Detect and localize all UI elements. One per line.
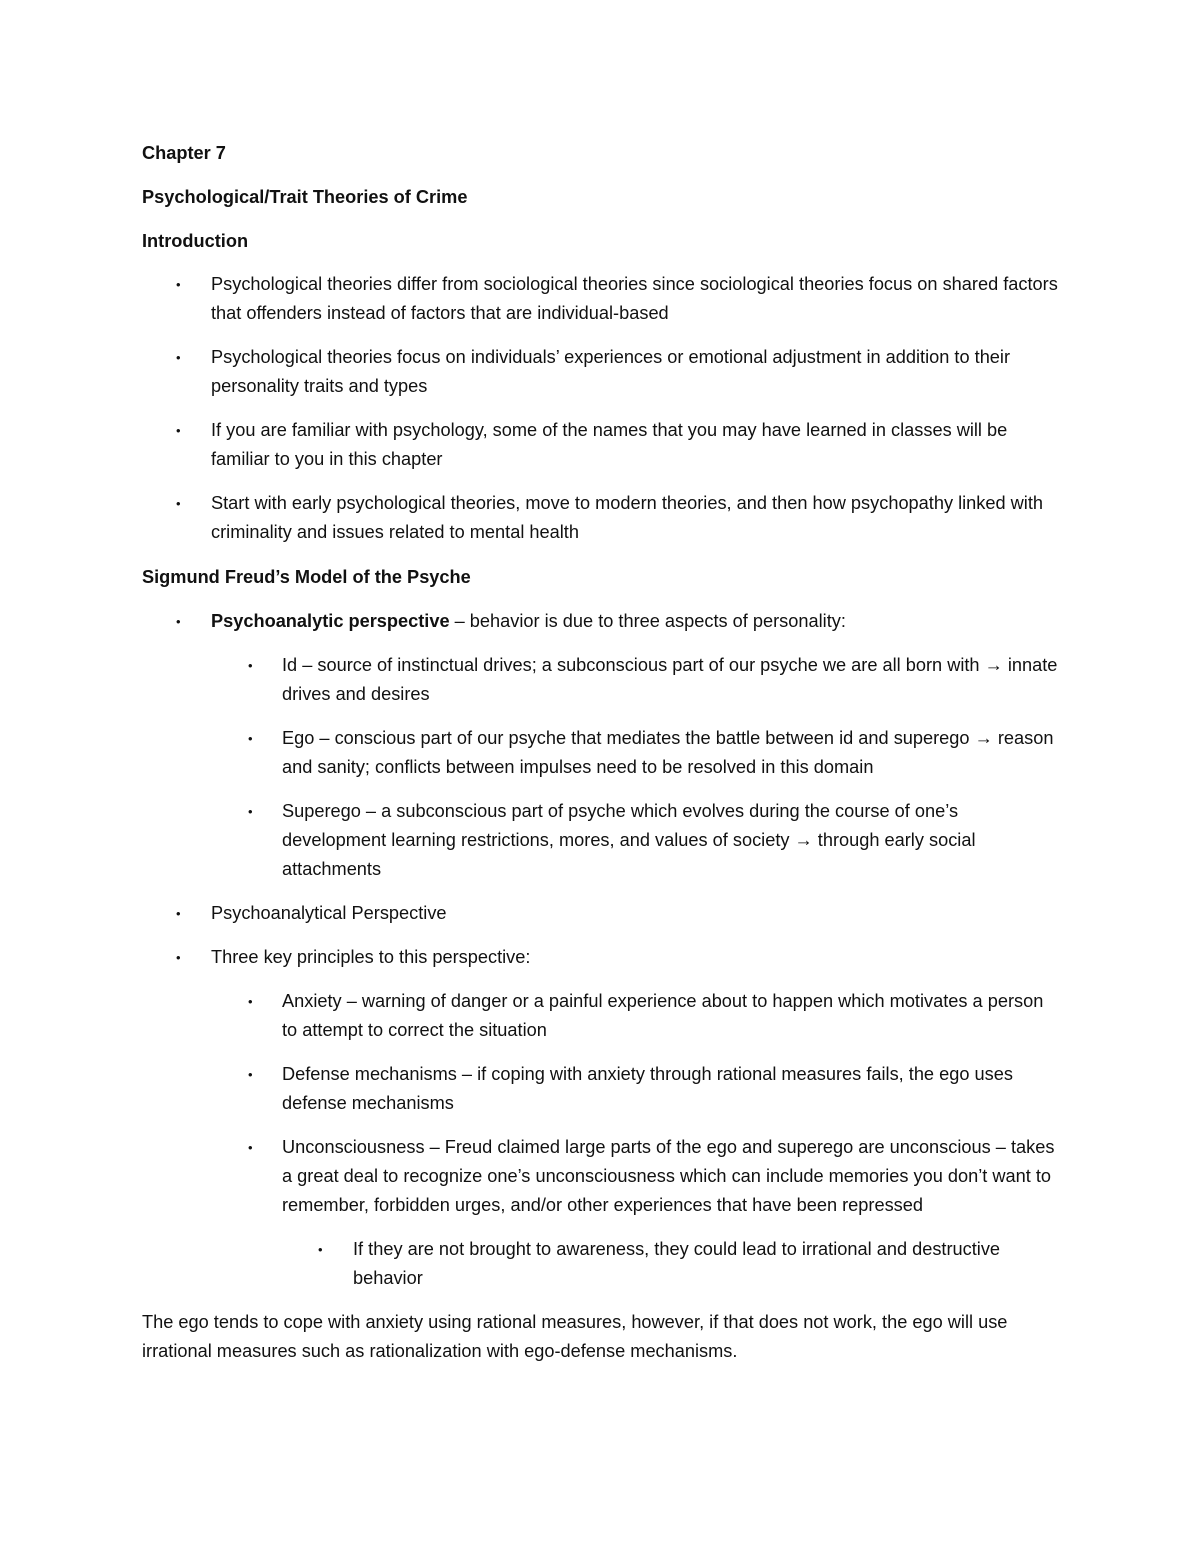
list-item [142,797,1062,884]
bullet-icon: • [318,1242,323,1257]
bullet-icon: • [176,350,181,365]
bullet-icon: • [176,614,181,629]
section-heading-freud: Sigmund Freud’s Model of the Psyche [142,567,471,587]
list-item-text: If they are not brought to awareness, they could lead to irrational and destructive behavior [353,1239,1001,1288]
list-item-text: – behavior is due to three aspects of personality: [449,611,846,631]
list-item-text: Three key principles to this perspective: [211,947,531,967]
intro-bullet-list [142,270,1062,547]
list-item-text: Superego – a subconscious part of psyche which evolves during the course of one’s development learning restrictions, mores, and values of society → through early social attachments [282,801,976,879]
chapter-heading: Chapter 7 [142,143,226,163]
document-page [142,138,1062,1384]
list-item-text: Ego – conscious part of our psyche that mediates the battle between id and superego → reason and sanity; conflicts between impulses need to be resolved in this domain [282,728,1054,777]
bullet-icon: • [248,731,253,746]
list-item [142,270,1062,328]
section-heading-introduction: Introduction [142,231,249,251]
list-item [142,489,1062,547]
closing-paragraph: The ego tends to cope with anxiety using rational measures, however, if that does not work, the ego will use irrational measures such as rationalization with ego-defense mechanisms. [142,1312,1008,1361]
list-item-text: Defense mechanisms – if coping with anxiety through rational measures fails, the ego uses defense mechanisms [282,1064,1013,1113]
bullet-icon: • [248,1067,253,1082]
list-item [142,651,1062,709]
list-item [142,1133,1062,1220]
list-item [142,987,1062,1045]
list-item [142,724,1062,782]
bullet-icon: • [176,423,181,438]
list-item-text: If you are familiar with psychology, some of the names that you may have learned in classes will be familiar to you in this chapter [211,420,1008,469]
bullet-icon: • [248,1140,253,1155]
list-item [142,1235,1062,1293]
list-item [142,416,1062,474]
bullet-icon: • [176,906,181,921]
list-item-text: Psychological theories differ from sociological theories since sociological theories focus on shared factors that offenders instead of factors that are individual-based [211,274,1058,323]
list-item-text: Psychoanalytical Perspective [211,903,447,923]
freud-bullet-list [142,607,1062,1293]
list-item [142,899,1062,928]
chapter-title: Psychological/Trait Theories of Crime [142,187,468,207]
list-item-text: Id – source of instinctual drives; a subconscious part of our psyche we are all born with → innate drives and desires [282,655,1058,704]
bullet-icon: • [176,950,181,965]
bullet-icon: • [248,658,253,673]
list-item [142,607,1062,636]
list-item-text: Psychological theories focus on individuals’ experiences or emotional adjustment in addition to their personality traits and types [211,347,1011,396]
list-item-text: Start with early psychological theories, move to modern theories, and then how psychopathy linked with criminality and issues related to mental health [211,493,1044,542]
list-item [142,1060,1062,1118]
bullet-icon: • [248,804,253,819]
list-item-text: Unconsciousness – Freud claimed large parts of the ego and superego are unconscious – takes a great deal to recognize one’s unconsciousness which can include memories you don’t want to remember, forbidden urges, and/or other experiences that have been repressed [282,1137,1055,1215]
bullet-icon: • [248,994,253,1009]
list-item [142,343,1062,401]
list-item-text: Anxiety – warning of danger or a painful experience about to happen which motivates a person to attempt to correct the situation [282,991,1044,1040]
bullet-icon: • [176,496,181,511]
bullet-icon: • [176,277,181,292]
list-item [142,943,1062,972]
term-psychoanalytic-perspective: Psychoanalytic perspective [211,611,450,631]
